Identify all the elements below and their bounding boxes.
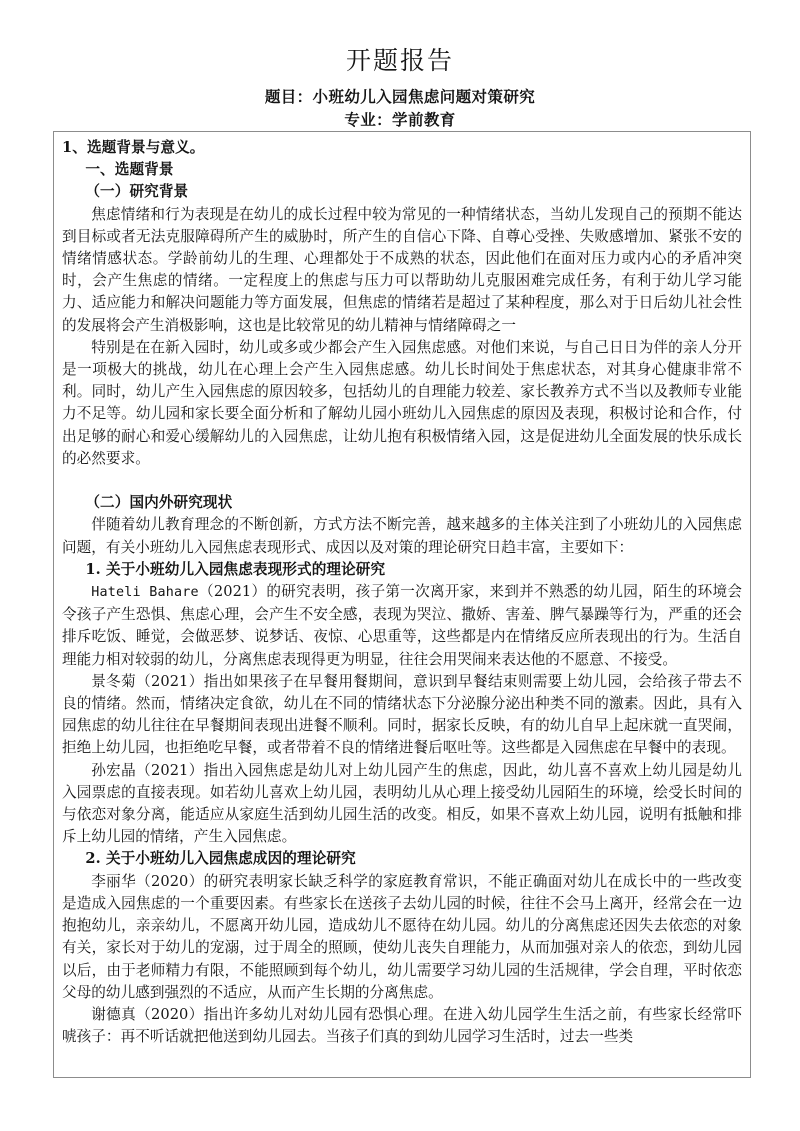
citation-author-latin: Hateli Bahare xyxy=(91,585,199,601)
paragraph-xie-dezhen: 谢德真（2020）指出许多幼儿对幼儿园有恐惧心理。在进入幼儿园学生生活之前，有些家长经常吓唬孩子：再不听话就把他送到幼儿园去。当孩子们真的到幼儿园学习生活时，过去一些类 xyxy=(62,1005,742,1046)
topic-line: 题目：小班幼儿入园焦虑问题对策研究 xyxy=(264,87,536,106)
numbered-heading-manifestation: 1. 关于小班幼儿入园焦虑表现形式的理论研究 xyxy=(85,560,386,578)
sub-heading-research-status: （二）国内外研究现状 xyxy=(85,494,233,512)
major-line: 专业：学前教育 xyxy=(344,110,456,129)
paragraph-li-lihua: 李丽华（2020）的研究表明家长缺乏科学的家庭教育常识，不能正确面对幼儿在成长中的一些改变是造成入园焦虑的一个重要因素。有些家长在送孩子去幼儿园的时候，往往不会马上离开，经常会在一边抱抱幼儿，亲亲幼儿，不愿离开幼儿园，造成幼儿不愿待在幼儿园。幼儿的分离焦虑还因失去依恋的对象有关，家长对于幼儿的宠溺，过于周全的照顾，使幼儿丧失自理能力，从而加强对亲人的依恋，到幼儿园以后，由于老师精力有限，不能照顾到每个幼儿，幼儿需要学习幼儿园的生活规律，学会自理，平时依恋父母的幼儿感到强烈的不适应，从而产生长期的分离焦虑。 xyxy=(62,872,742,1001)
paragraph-hateli-bahare xyxy=(62,581,742,671)
section-heading-1: 1、选题背景与意义。 xyxy=(62,139,205,156)
paragraph-new-entry-anxiety: 特别是在在新入园时，幼儿或多或少都会产生入园焦虑感。对他们来说，与自己日日为伴的亲人分开是一项极大的挑战，幼儿在心理上会产生入园焦虑感。幼儿长时间处于焦虑状态，对其身心健康非常不利。同时，幼儿产生入园焦虑的原因较多，包括幼儿的自理能力较差、家长教养方式不当以及教师专业能力不足等。幼儿园和家长要全面分析和了解幼儿园小班幼儿入园焦虑的原因及表现，积极讨论和合作，付出足够的耐心和爱心缓解幼儿的入园焦虑，让幼儿抱有积极情绪入园，这是促进幼儿全面发展的快乐成长的必然要求。 xyxy=(62,338,742,467)
document-header xyxy=(0,0,800,131)
body-content xyxy=(54,132,750,1048)
paragraph-anxiety-definition: 焦虑情绪和行为表现是在幼儿的成长过程中较为常见的一种情绪状态，当幼儿发现自己的预期不能达到目标或者无法克服障碍所产生的威胁时，所产生的自信心下降、自尊心受挫、失败感增加、紧张不安的情绪情感状态。学龄前幼儿的生理、心理都处于不成熟的状态，因此他们在面对压力或内心的矛盾冲突时，会产生焦虑的情绪。一定程度上的焦虑与压力可以帮助幼儿克服困难完成任务，有利于幼儿学习能力、适应能力和解决问题能力等方面发展，但焦虑的情绪若是超过了某种程度，那么对于日后幼儿社会性的发展将会产生消极影响，这也是比较常见的幼儿精神与情绪障碍之一 xyxy=(62,205,742,334)
paragraph-jing-dongju: 景冬菊（2021）指出如果孩子在早餐用餐期间，意识到早餐结束则需要上幼儿园，会给孩子带去不良的情绪。然而，情绪决定食欲，幼儿在不同的情绪状态下分泌腺分泌出种类不同的激素。因此，具有入园焦虑的幼儿往往在早餐期间表现出进餐不顺利。同时，据家长反映，有的幼儿自早上起床就一直哭闹，拒绝上幼儿园，也拒绝吃早餐，或者带着不良的情绪进餐后呕吐等。这些都是入园焦虑在早餐中的表现。 xyxy=(62,672,742,757)
paragraph-research-status-intro: 伴随着幼儿教育理念的不断创新，方式方法不断完善，越来越多的主体关注到了小班幼儿的入园焦虑问题，有关小班幼儿入园焦虑表现形式、成因以及对策的理论研究日趋丰富，主要如下： xyxy=(62,516,742,556)
numbered-heading-causes: 2. 关于小班幼儿入园焦虑成因的理论研究 xyxy=(85,850,356,868)
body-frame xyxy=(53,131,751,1078)
page-title: 开题报告 xyxy=(345,46,454,75)
paragraph-spacer xyxy=(62,470,742,492)
sub-heading-research-background: （一）研究背景 xyxy=(85,183,189,201)
citation-body-text: （2021）的研究表明，孩子第一次离开家，来到并不熟悉的幼儿园，陌生的环境会令孩子产生恐惧、焦虑心理，会产生不安全感，表现为哭泣、撒娇、害羞、脾气暴躁等行为，严重的还会排斥吃饭、睡觉，会做恶梦、说梦话、夜惊、心思重等，这些都是内在情绪反应所表现出的行为。生活自理能力相对较弱的幼儿，分离焦虑表现得更为明显，往往会用哭闹来表达他的不愿意、不接受。 xyxy=(62,583,743,668)
paragraph-sun-hongjing: 孙宏晶（2021）指出入园焦虑是幼儿对上幼儿园产生的焦虑，因此，幼儿喜不喜欢上幼儿园是幼儿入园票虑的直接表现。如若幼儿喜欢上幼儿园，表明幼儿从心理上接受幼儿园陌生的环境，绘受长时间的与依恋对象分离，能适应从家庭生活到幼儿园生活的改变。相反，如果不喜欢上幼儿园，说明有抵触和排斥上幼儿园的情绪，产生入园焦虑。 xyxy=(62,761,742,846)
sub-heading-one: 一、选题背景 xyxy=(85,161,174,179)
